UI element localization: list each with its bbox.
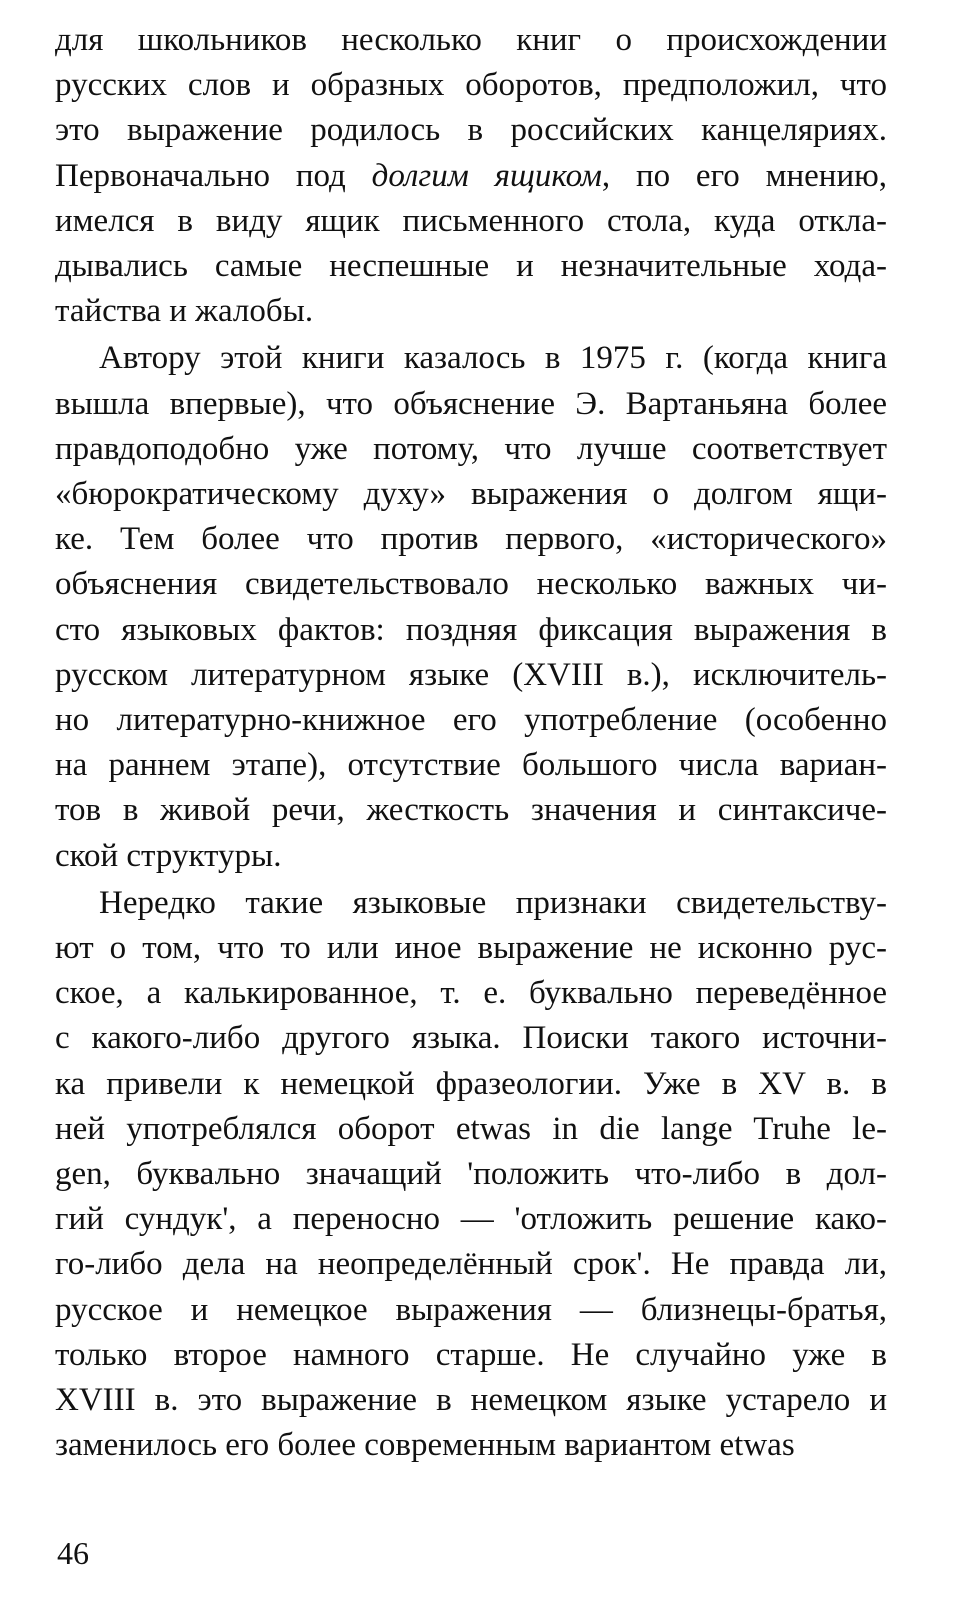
text-line: гий сундук', а переносно — 'отложить решение како- — [55, 1201, 887, 1238]
text-line: gen, буквально значащий 'положить что-либо в дол- — [55, 1156, 887, 1193]
text-line: вышла впервые), что объяснение Э. Вартаньяна более — [55, 385, 887, 422]
text-line: дывались самые неспешные и незначительные хода- — [55, 248, 887, 285]
text-line: «бюрократическому духу» выражения о долгом ящи- — [55, 476, 887, 513]
paragraph-3 — [55, 881, 887, 1469]
text-line: го-либо дела на неопределённый срок'. Не правда ли, — [55, 1246, 887, 1283]
text-line: объяснения свидетельствовало несколько важных чи- — [55, 566, 887, 603]
text-line: сто языковых фактов: поздняя фиксация выражения в — [55, 611, 887, 648]
text-line: ка привели к немецкой фразеологии. Уже в XV в. в — [55, 1065, 887, 1102]
paragraph-1 — [55, 18, 887, 334]
text-line: ской структуры. — [55, 837, 282, 874]
text-line: ней употреблялся оборот etwas in die lange Truhe le- — [55, 1110, 887, 1147]
text-line: Нередко такие языковые признаки свидетельству- — [99, 884, 887, 921]
text-line: ке. Тем более что против первого, «исторического» — [55, 521, 887, 558]
text-line: это выражение родилось в российских канцеляриях. — [55, 112, 887, 149]
text-line: правдоподобно уже потому, что лучше соответствует — [55, 430, 887, 467]
text-line: XVIII в. это выражение в немецком языке устарело и — [55, 1382, 887, 1419]
text-line: только второе намного старше. Не случайно уже в — [55, 1336, 887, 1373]
text-line: заменилось его более современным вариантом etwas — [55, 1427, 795, 1464]
text-line: тайства и жалобы. — [55, 293, 314, 330]
paragraph-2 — [55, 336, 887, 878]
page-body — [55, 18, 887, 1469]
page-number: 46 — [57, 1535, 89, 1571]
text-line: тов в живой речи, жесткость значения и синтаксиче- — [55, 792, 887, 829]
text-line: но литературно-книжное его употребление (особенно — [55, 702, 887, 739]
text-line: ское, а калькированное, т. е. буквально переведённое — [55, 975, 887, 1012]
text-line: на раннем этапе), отсутствие большого числа вариан- — [55, 747, 887, 784]
text-line: Первоначально под долгим ящиком, по его мнению, — [55, 157, 888, 194]
text-line: русское и немецкое выражения — близнецы-братья, — [55, 1291, 887, 1328]
text-line: русских слов и образных оборотов, предположил, что — [55, 67, 887, 104]
text-line: с какого-либо другого языка. Поиски такого источни- — [55, 1020, 887, 1057]
text-line: ют о том, что то или иное выражение не исконно рус- — [55, 930, 887, 967]
text-line: для школьников несколько книг о происхождении — [55, 22, 887, 58]
italic-term: долгим ящиком — [371, 157, 602, 194]
text-line: Автору этой книги казалось в 1975 г. (когда книга — [99, 340, 887, 377]
text-line: имелся в виду ящик письменного стола, куда откла- — [55, 202, 887, 239]
text-line: русском литературном языке (XVIII в.), исключитель- — [55, 656, 887, 693]
